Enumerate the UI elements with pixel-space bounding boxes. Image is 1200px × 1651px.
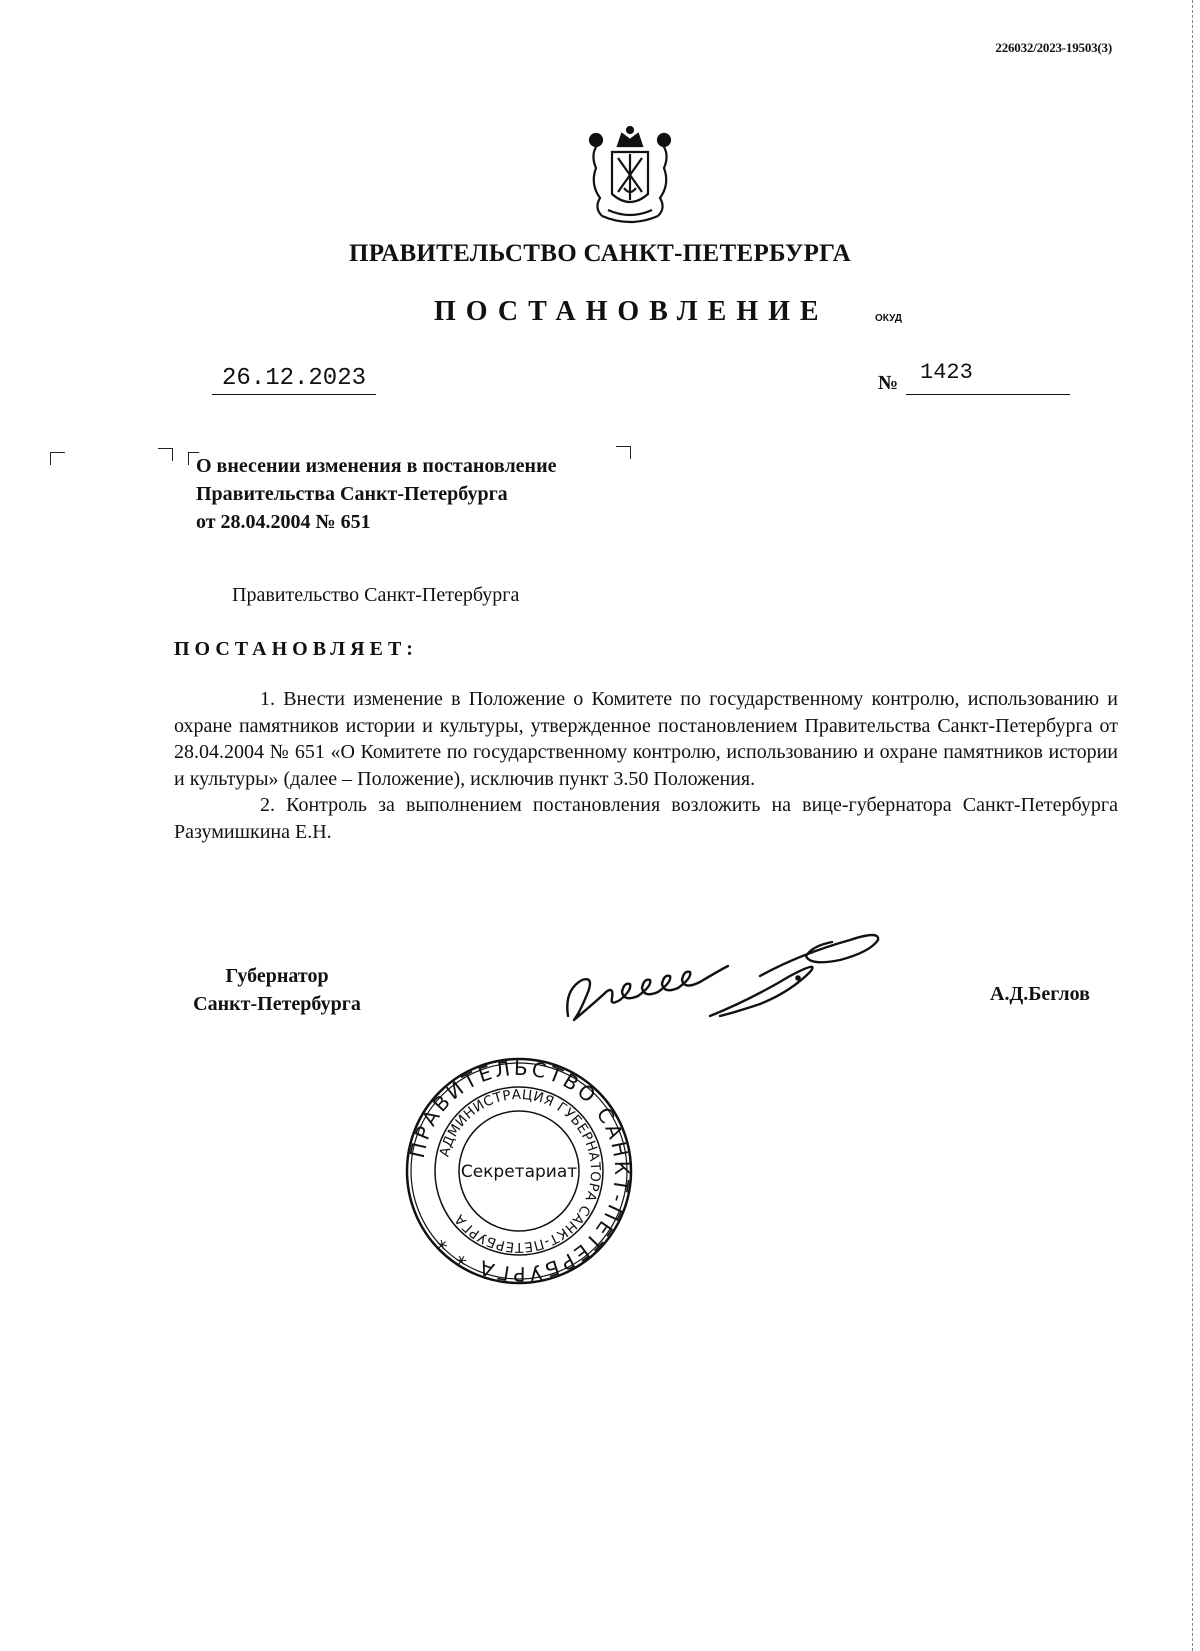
stamp-center-text: Секретариат xyxy=(460,1162,578,1182)
coat-of-arms-emblem-icon xyxy=(578,124,682,228)
document-date: 26.12.2023 xyxy=(212,364,376,395)
corner-mark-subject-end xyxy=(616,446,631,459)
document-type: ПОСТАНОВЛЕНИЕ xyxy=(434,296,829,327)
number-label: № xyxy=(878,372,899,394)
registration-id: 226032/2023-19503(3) xyxy=(995,40,1112,55)
handwritten-signature xyxy=(560,920,920,1030)
corner-mark-left xyxy=(50,452,65,465)
subject-line: О внесении изменения в постановление xyxy=(196,455,557,477)
government-title: ПРАВИТЕЛЬСТВО САНКТ-ПЕТЕРБУРГА xyxy=(348,240,852,267)
stamp-inner-text: АДМИНИСТРАЦИЯ ГУБЕРНАТОРА САНКТ-ПЕТЕРБУРГА xyxy=(436,1086,604,1256)
stamp-outer-text: ПРАВИТЕЛЬСТВО САНКТ-ПЕТЕРБУРГА * * xyxy=(404,1056,634,1286)
body-paragraph: 2. Контроль за выполнением постановления возложить на вице-губернатора Санкт-Петербурга Разумишкина Е.Н. xyxy=(174,794,1118,843)
subject-line: от 28.04.2004 № 651 xyxy=(196,511,371,533)
signatory-title-line: Санкт-Петербурга xyxy=(193,993,361,1015)
document-number: 1423 xyxy=(920,360,973,385)
signatory-name: А.Д.Беглов xyxy=(990,983,1090,1005)
subject-line: Правительства Санкт-Петербурга xyxy=(196,483,508,505)
issuer-line: Правительство Санкт-Петербурга xyxy=(232,584,520,606)
document-body xyxy=(174,686,1118,845)
okud-label: ОКУД xyxy=(875,313,902,324)
body-paragraph: 1. Внести изменение в Положение о Комитете по государственному контролю, использованию и охране памятников истории и культуры, утвержденное постановлением Правительства Санкт-Петербурга от 28.04.2004 № 651 «О Комитете по государственному контролю, использованию и охране памятников истории и культуры» (далее – Положение), исключив пункт 3.50 Положения. xyxy=(174,688,1118,790)
corner-mark-subject-start xyxy=(158,448,173,461)
signatory-title-line: Губернатор xyxy=(225,965,329,987)
decrees-label: ПОСТАНОВЛЯЕТ: xyxy=(174,638,418,660)
signatory-title xyxy=(174,962,380,1018)
document-subject xyxy=(196,452,556,536)
official-stamp xyxy=(404,1056,634,1286)
